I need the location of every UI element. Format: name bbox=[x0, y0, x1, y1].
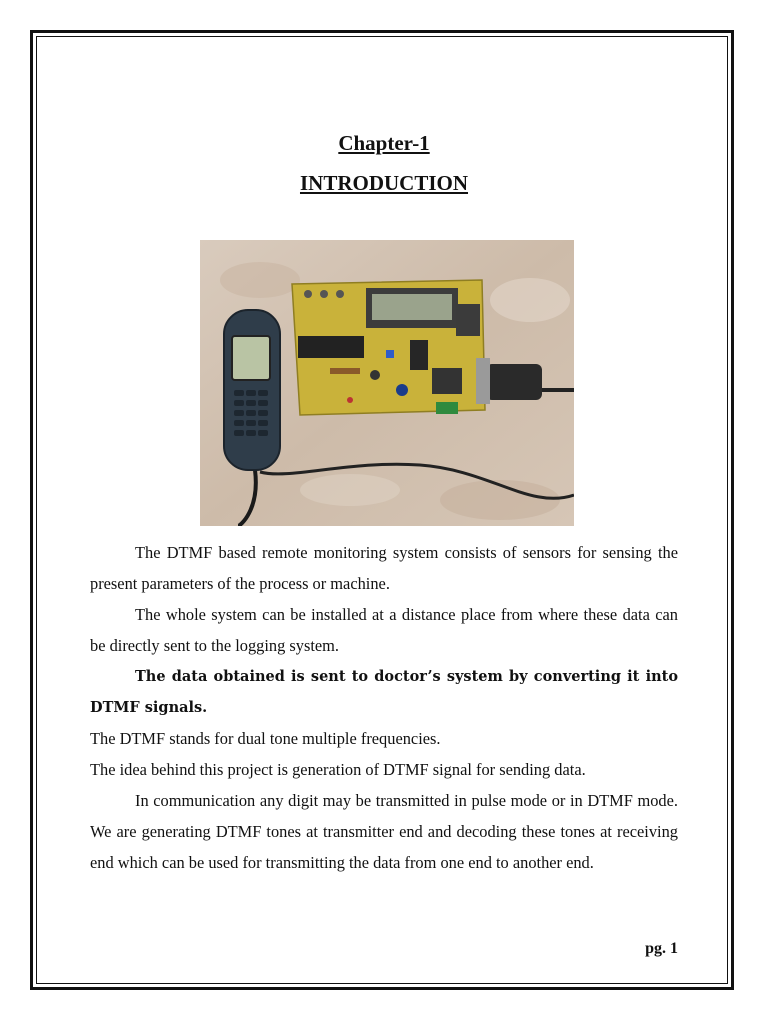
dtmf-hardware-photo bbox=[200, 240, 574, 526]
paragraph-3: The data obtained is sent to doctor’s system by converting it into DTMF signals. bbox=[90, 668, 678, 716]
page-number: pg. 1 bbox=[645, 940, 678, 957]
paragraph-6: In communication any digit may be transmitted in pulse mode or in DTMF mode. We are generating DTMF tones at transmitter end and decoding these tones at receiving end which can be used for transmitting the data from one end to another end. bbox=[90, 791, 678, 872]
paragraph-5: The idea behind this project is generation of DTMF signal for sending data. bbox=[90, 760, 586, 779]
paragraph-2: The whole system can be installed at a distance place from where these data can be directly sent to the logging system. bbox=[90, 605, 678, 655]
chapter-heading: Chapter-1 bbox=[338, 131, 430, 155]
paragraph-1: The DTMF based remote monitoring system consists of sensors for sensing the present parameters of the process or machine. bbox=[90, 543, 678, 593]
page-title: INTRODUCTION bbox=[299, 171, 469, 195]
paragraph-4: The DTMF stands for dual tone multiple frequencies. bbox=[90, 729, 441, 748]
